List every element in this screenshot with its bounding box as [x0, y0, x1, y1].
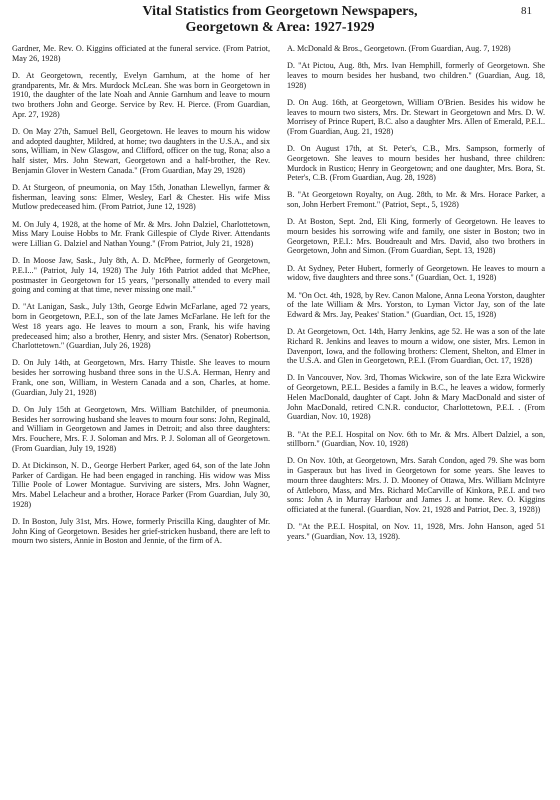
entry: B. "At Georgetown Royalty, on Aug. 28th, to Mr. & Mrs. Horace Parker, a son, John Herbert Fremont." (Patriot, Sept., 5, 1928): [287, 190, 545, 210]
title-line-1: Vital Statistics from Georgetown Newspapers,: [142, 4, 418, 19]
entry: D. At Georgetown, Oct. 14th, Harry Jenkins, age 52. He was a son of the late Richard R. Jenkins and leaves to mourn a widow, one sister, Mrs. Lemon in Davenport, Iowa, and the following brothers: Clement, Shelton, and Elmer in the U.S.A. and Glen in Georgetown, P.E.I. (From Guardian, Oct. 17, 1928): [287, 327, 545, 366]
entry: D. On May 27th, Samuel Bell, Georgetown. He leaves to mourn his widow and adopted daughter, Mildred, at home; two daughters in the U.S.A., and six sons, William, in New Glasgow, and Clifford, officer on the tug, Rona; also a half sister, Mrs. John Stewart, Georgetown and a half-brother, the Rev. Benjamin Glover in Western Canada." (From Guardian, May 29, 1928): [12, 126, 270, 175]
entry: D. In Boston, July 31st, Mrs. Howe, formerly Priscilla King, daughter of Mr. John King of Georgetown. Besides her grief-stricken husband, there are left to mourn two sisters, Annie in Boston and Jennie, of the firm of A.: [12, 516, 270, 546]
title-line-2: Georgetown & Area: 1927-1929: [185, 20, 375, 35]
left-column: [12, 44, 270, 553]
entry: B. "At the P.E.I. Hospital on Nov. 6th to Mr. & Mrs. Albert Dalziel, a son, stillborn." (Guardian, Nov. 10, 1928): [287, 429, 545, 449]
entry: D. At Georgetown, recently, Evelyn Garnhum, at the home of her grandparents, Mr. & Mrs. Murdock McLean. She was born in Georgetown in 1910, the daughter of the late Noah and Annie Garnhum and leave to mourn two brothers John and George. Service by Rev. H. Pierce. (From Guardian, Apr. 27, 1928): [12, 70, 270, 119]
entry: D. At Dickinson, N. D., George Herbert Parker, aged 64, son of the late John Parker of Cardigan. He had been engaged in ranching. His widow was Miss Tillie Poole of Lower Montague. Surviving are sisters, Mrs. John Wagner, Mrs. Mabel Lelacheur and a brother, Horace Parker (From Guardian, July 30, 1928): [12, 460, 270, 509]
entry: Gardner, Me. Rev. O. Kiggins officiated at the funeral service. (From Patriot, May 26, 1928): [12, 44, 270, 63]
entry: M. "On Oct. 4th, 1928, by Rev. Canon Malone, Anna Leona Yorston, daughter of the late William & Mrs. Yorston, to Lyman Victor Jay, son of the late Edward & Mrs. Jay, Peakes' Station." (Guardian, Oct. 15, 1928): [287, 290, 545, 319]
entry: D. On Aug. 16th, at Georgetown, William O'Brien. Besides his widow he leaves to mourn two sisters, Mrs. Dr. Stewart in Georgetown and Mrs. D. W. Morrisey of Prince Rupert, B.C. also a daughter Mrs. Allen of Emerald, P.E.I.. (From Guardian, Aug. 21, 1928): [287, 97, 545, 136]
page-title: [0, 4, 560, 36]
entry: M. On July 4, 1928, at the home of Mr. & Mrs. John Dalziel, Charlottetown, Miss Mary Louise Hobbs to Mr. Frank Gillespie of Clyde River. Attendants were Lillian G. Dalziel and Nathan Young." (From Patriot, July 21, 1928): [12, 219, 270, 248]
entry: D. At Sturgeon, of pneumonia, on May 15th, Jonathan Llewellyn, farmer & fisherman, leaving sons: Elmer, Wesley, Earl & Chester. His wife Miss Mutlow predeceased him. (From Patriot, June 12, 1928): [12, 182, 270, 212]
right-column: [287, 44, 545, 549]
entry: D. In Vancouver, Nov. 3rd, Thomas Wickwire, son of the late Ezra Wickwire of Georgetown, P.E.I.. Besides a family in B.C., he leaves a widow, formerly Helen MacDonald, daughter of Capt. John & Mary MacDonald and sister of John MacDonald, retired C.N.R. conductor, Charlottetown, P.E.I. . (From Guardian, Nov. 10, 1928): [287, 373, 545, 422]
entry: D. "At the P.E.I. Hospital, on Nov. 11, 1928, Mrs. John Hanson, aged 51 years." (Guardian, Nov. 13, 1928).: [287, 522, 545, 541]
entry: D. On Nov. 10th, at Georgetown, Mrs. Sarah Condon, aged 79. She was born in Gasperaux but has lived in Georgetown for some years. She leaves to mourn three daughters: Mrs. J. D. Mooney of Ottawa, Mrs. William McIntyre of Attleboro, Mass, and Mrs. Richard McCarville of Kinkora, P.E.I. and two sons: John A in Murray Harbour and James J. at home. Rev. O. Kiggins officiated at the funeral. (Guardian, Nov. 21, 1928 and Patriot, Dec. 3, 1928)): [287, 456, 545, 514]
entry: D. "At Lanigan, Sask., July 13th, George Edwin McFarlane, aged 72 years, born in Georgetown, P.E.I., son of the late James McFarlane. He left for the West 18 years ago. He leaves to mourn a son, Frank, his wife having predeceased him; also a brother, Henry, and sister Mrs. (Senator) Robertson, Charlottetown." (Guardian, July 26, 1928): [12, 302, 270, 351]
entry: D. At Boston, Sept. 2nd, Eli King, formerly of Georgetown. He leaves to mourn besides his sorrowing wife and family, one sister in Boston; two in Georgetown, P.E.I.: Mrs. Boudreault and Mrs. David, also two brothers in Georgetown, John and Simon. (From Guardian, Sept. 13, 1928): [287, 217, 545, 256]
entry: D. In Moose Jaw, Sask., July 8th, A. D. McPhee, formerly of Georgetown, P.E.I..." (Patriot, July 14, 1928) The July 16th Patriot added that McPhee, postmaster in Georgetown for 15 years, "personally attended to every mail going and coming at that time, never missing one mail.": [12, 256, 270, 295]
entry: D. On July 15th at Georgetown, Mrs. William Batchilder, of pneumonia. Besides her sorrowing husband she leaves to mourn four sons: John, Reginald, and William in Georgetown and James in Detroit; and also three daughters: Mrs. Fouchere, Mrs. F. J. Soloman and Mrs. P. J. Soloman all of Georgetown. (From Guardian, July 19, 1928): [12, 404, 270, 453]
entry: D. At Sydney, Peter Hubert, formerly of Georgetown. He leaves to mourn a widow, five daughters and three sons." (Guardian, Oct. 1, 1928): [287, 263, 545, 283]
page-number: 81: [521, 5, 532, 17]
entry: A. McDonald & Bros., Georgetown. (From Guardian, Aug. 7, 1928): [287, 44, 511, 53]
entry: D. "At Pictou, Aug. 8th, Mrs. Ivan Hemphill, formerly of Georgetown. She leaves to mourn besides her husband, two children." (Guardian, Aug. 18, 1928): [287, 61, 545, 90]
entry: D. On August 17th, at St. Peter's, C.B., Mrs. Sampson, formerly of Georgetown. She leaves to mourn besides her husband, three children: Murdock in Rustico; Henry in Georgetown; and one daughter, Mrs. Bora, St. Peter's, C.B. (From Guardian, Aug. 28, 1928): [287, 144, 545, 183]
entry: D. On July 14th, at Georgetown, Mrs. Harry Thistle. She leaves to mourn besides her sorrowing husband three sons in the U.S.A. Herman, Henry and Frank, one son, William, in Western Canada and a son, Charles, at home. (Guardian, July 21, 1928): [12, 358, 270, 397]
